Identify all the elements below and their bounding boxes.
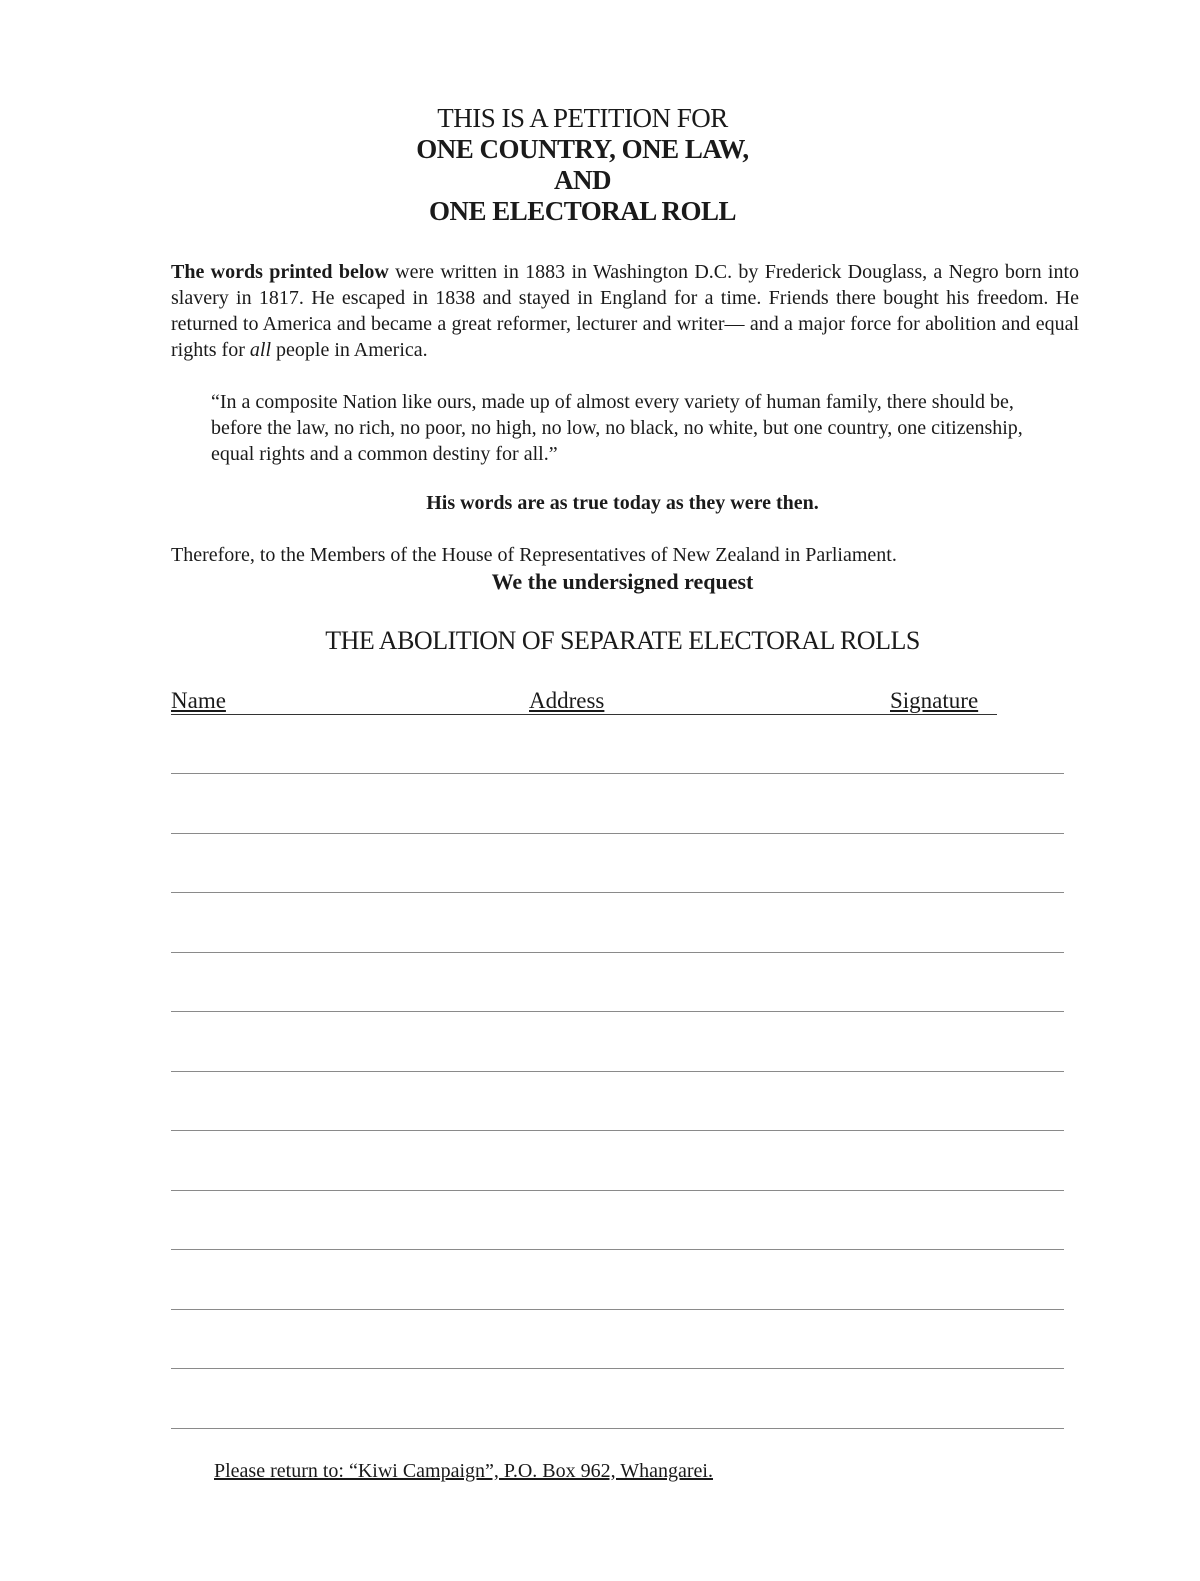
request-line: We the undersigned request — [491, 569, 754, 594]
signature-line[interactable] — [171, 952, 1064, 953]
signature-line[interactable] — [171, 1428, 1064, 1429]
intro-text-end: people in America. — [271, 339, 428, 361]
title-line-2: ONE COUNTRY, ONE LAW, — [416, 134, 749, 164]
intro-text: were written in 1883 in Washington D.C. by Frederick Douglass, a Negro born into slavery in 1817. He escaped in 1838 and stayed in England for a time. Friends there bought his freedom. He returned to America and became a great reformer, lecturer and writer— and a major force for abolition and equal rights for — [171, 261, 1080, 361]
signature-line[interactable] — [171, 1130, 1064, 1131]
signature-line[interactable] — [171, 1309, 1064, 1310]
intro-paragraph — [171, 259, 1079, 363]
column-header-signature: Signature — [890, 688, 979, 713]
petition-heading: THE ABOLITION OF SEPARATE ELECTORAL ROLLS — [325, 626, 920, 655]
signature-line[interactable] — [171, 1368, 1064, 1369]
signature-line[interactable] — [171, 773, 1064, 774]
douglass-quote: “In a composite Nation like ours, made up of almost every variety of human family, there should be, before the law, no rich, no poor, no high, no low, no black, no white, but one country, one citizenship, equal rights and a common destiny for all.” — [211, 391, 1023, 465]
return-address: Please return to: “Kiwi Campaign”, P.O. Box 962, Whangarei. — [214, 1460, 713, 1482]
signature-line[interactable] — [171, 1071, 1064, 1072]
header-rule — [171, 714, 997, 715]
title-line-3: AND — [554, 165, 611, 195]
signature-line[interactable] — [171, 1190, 1064, 1191]
petition-title — [0, 103, 1165, 227]
signature-line[interactable] — [171, 1249, 1064, 1250]
signature-line[interactable] — [171, 892, 1064, 893]
title-line-4: ONE ELECTORAL ROLL — [428, 196, 737, 226]
intro-lead: The words printed below — [171, 261, 389, 283]
signature-line[interactable] — [171, 1011, 1064, 1012]
parliament-address: Therefore, to the Members of the House of Representatives of New Zealand in Parliament. — [171, 544, 897, 566]
column-header-name: Name — [171, 688, 226, 713]
column-header-address: Address — [529, 688, 605, 713]
intro-italic: all — [249, 339, 272, 361]
title-line-1: THIS IS A PETITION FOR — [437, 103, 728, 133]
tagline: His words are as true today as they were then. — [426, 492, 819, 514]
signature-line[interactable] — [171, 833, 1064, 834]
